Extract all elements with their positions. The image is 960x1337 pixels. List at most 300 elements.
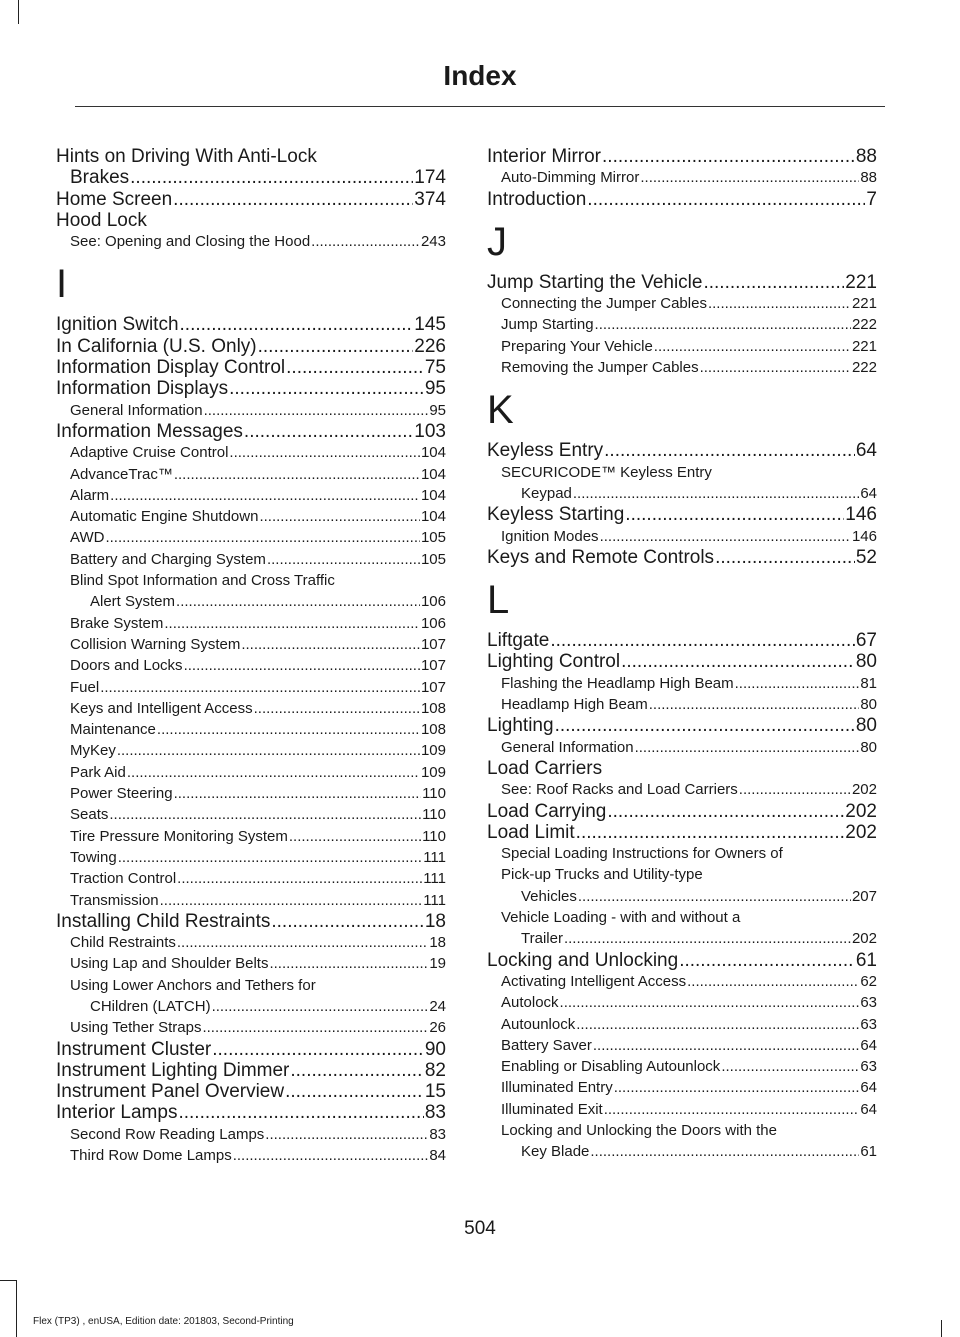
crop-mark-bottom-right (941, 1320, 942, 1337)
entry-title: CHildren (LATCH) (90, 997, 211, 1015)
index-subentry (487, 462, 877, 505)
page-ref: 107 (420, 635, 446, 653)
entry-leader-line (501, 694, 877, 715)
entry-title: Park Aid (70, 763, 126, 781)
page-ref: 81 (860, 674, 877, 692)
entry-leader-line (501, 357, 877, 378)
dot-leader (587, 189, 865, 210)
page-ref: 52 (855, 546, 877, 568)
entry-title: Information Displays (56, 378, 229, 400)
page-ref: 80 (855, 651, 877, 673)
page-ref: 80 (855, 715, 877, 737)
entry-leader-line (70, 231, 446, 252)
entry-leader-line (70, 485, 446, 506)
index-subentry (56, 400, 446, 421)
dot-leader (654, 336, 851, 357)
index-subentry (56, 975, 446, 1018)
entry-title: Installing Child Restraints (56, 910, 271, 932)
entry-title: In California (U.S. Only) (56, 335, 257, 357)
dot-leader (604, 1099, 860, 1120)
dot-leader (708, 293, 851, 314)
page-ref: 95 (429, 401, 446, 419)
index-entry (56, 911, 446, 932)
page-ref: 63 (860, 1015, 877, 1033)
dot-leader (607, 801, 844, 822)
index-subentry (487, 779, 877, 800)
page-ref: 64 (860, 484, 877, 502)
index-entry (487, 630, 877, 651)
page-ref: 104 (420, 508, 446, 526)
entry-leader-line (70, 868, 446, 889)
page-ref: 82 (424, 1059, 446, 1081)
dot-leader (130, 167, 413, 188)
entry-leader-line (70, 762, 446, 783)
dot-leader (259, 506, 420, 527)
entry-title: Third Row Dome Lamps (70, 1147, 232, 1165)
entry-text-line: Pick-up Trucks and Utility-type (501, 866, 703, 884)
dot-leader (679, 950, 855, 971)
dot-leader (271, 911, 423, 932)
entry-leader-line (70, 506, 446, 527)
page-ref: 90 (424, 1038, 446, 1060)
index-subentry (487, 1014, 877, 1035)
index-subentry (56, 231, 446, 252)
dot-leader (269, 953, 428, 974)
entry-leader-line (501, 1099, 877, 1120)
dot-leader (184, 655, 420, 676)
entry-title: Removing the Jumper Cables (501, 359, 699, 377)
index-entry (56, 378, 446, 399)
entry-text-line: Blind Spot Information and Cross Traffic (70, 572, 335, 590)
page-ref: 221 (845, 271, 877, 293)
entry-leader-line (501, 886, 877, 907)
page-ref: 111 (423, 848, 446, 866)
entry-title: Preparing Your Vehicle (501, 337, 653, 355)
entry-leader-line (487, 822, 877, 843)
entry-leader-line (501, 971, 877, 992)
entry-leader-line (70, 1017, 446, 1038)
index-subentry (487, 314, 877, 335)
page-ref: 105 (420, 550, 446, 568)
page-ref: 202 (851, 781, 877, 799)
entry-title: Alert System (90, 593, 176, 611)
index-entry (56, 1060, 446, 1081)
entry-title: Home Screen (56, 188, 173, 210)
section-letter: K (487, 388, 514, 433)
entry-title: Key Blade (521, 1143, 590, 1161)
entry-leader-line (56, 167, 446, 188)
index-subentry (56, 762, 446, 783)
page-ref: 146 (845, 504, 877, 526)
page-ref: 106 (420, 593, 446, 611)
page-ref: 75 (424, 357, 446, 379)
index-subentry (56, 698, 446, 719)
page-ref: 26 (429, 1019, 446, 1037)
index-column-right (487, 146, 877, 1163)
index-entry-heading: Load Carriers (487, 757, 603, 779)
page-ref: 108 (420, 721, 446, 739)
index-subentry (487, 694, 877, 715)
dot-leader (100, 677, 420, 698)
entry-leader-line (501, 737, 877, 758)
entry-title: Instrument Lighting Dimmer (56, 1059, 290, 1081)
page-ref: 221 (851, 295, 877, 313)
page-ref: 63 (860, 994, 877, 1012)
index-subentry (56, 485, 446, 506)
index-entry (487, 504, 877, 525)
dot-leader (625, 504, 844, 525)
index-subentry (56, 1124, 446, 1145)
entry-title: Keys and Remote Controls (487, 546, 715, 568)
entry-title: Second Row Reading Lamps (70, 1125, 265, 1143)
index-entry (56, 1039, 446, 1060)
index-subentry (487, 336, 877, 357)
page-ref: 88 (855, 146, 877, 167)
index-subentry (487, 843, 877, 907)
dot-leader (267, 549, 420, 570)
page-ref: 145 (414, 314, 446, 336)
page-ref: 226 (414, 335, 446, 357)
entry-leader-line (501, 336, 877, 357)
entry-title: General Information (70, 401, 203, 419)
index-subentry (56, 570, 446, 613)
entry-title: Battery and Charging System (70, 550, 266, 568)
index-subentry (487, 971, 877, 992)
index-subentry (56, 634, 446, 655)
index-subentry (56, 868, 446, 889)
entry-leader-line (70, 400, 446, 421)
dot-leader (590, 1141, 859, 1162)
entry-title: Keyless Starting (487, 504, 625, 526)
entry-title: Headlamp High Beam (501, 696, 648, 714)
entry-leader-line (56, 911, 446, 932)
dot-leader (649, 694, 860, 715)
entry-title: Information Messages (56, 420, 243, 442)
entry-leader-line (70, 932, 446, 953)
dot-leader (258, 336, 414, 357)
entry-title: Load Limit (487, 821, 575, 843)
entry-leader-line (487, 440, 877, 461)
dot-leader (173, 189, 413, 210)
entry-leader-line (487, 950, 877, 971)
entry-leader-line (501, 673, 877, 694)
entry-title: Towing (70, 848, 117, 866)
page-ref: 221 (851, 337, 877, 355)
index-entry (56, 1102, 446, 1123)
index-subentry (56, 549, 446, 570)
entry-leader-line (70, 996, 446, 1017)
entry-title: Instrument Cluster (56, 1038, 212, 1060)
entry-title: MyKey (70, 742, 116, 760)
page-ref: 106 (420, 614, 446, 632)
dot-leader (564, 928, 851, 949)
dot-leader (614, 1077, 860, 1098)
dot-leader (700, 357, 851, 378)
page-ref: 202 (845, 800, 877, 822)
entry-leader-line (70, 804, 446, 825)
dot-leader (180, 314, 414, 335)
dot-leader (244, 421, 413, 442)
dot-leader (160, 890, 423, 911)
index-subentry (487, 1056, 877, 1077)
entry-title: AdvanceTrac™ (70, 465, 173, 483)
entry-leader-line (56, 1039, 446, 1060)
entry-title: Automatic Engine Shutdown (70, 508, 259, 526)
index-subentry (56, 826, 446, 847)
page-ref: 64 (860, 1100, 877, 1118)
index-subentry (56, 655, 446, 676)
index-subentry (487, 673, 877, 694)
entry-title: Liftgate (487, 630, 550, 652)
dot-leader (600, 526, 851, 547)
dot-leader (174, 783, 422, 804)
entry-leader-line (56, 378, 446, 399)
dot-leader (621, 651, 855, 672)
index-subentry (487, 907, 877, 950)
dot-leader (204, 400, 429, 421)
entry-title: Ignition Modes (501, 527, 599, 545)
page-ref: 207 (851, 887, 877, 905)
entry-title: Power Steering (70, 785, 173, 803)
entry-leader-line (501, 526, 877, 547)
dot-leader (110, 485, 420, 506)
entry-title: Trailer (521, 930, 563, 948)
dot-leader (290, 1060, 423, 1081)
page-ref: 84 (429, 1147, 446, 1165)
page-ref: 62 (860, 972, 877, 990)
entry-title: Traction Control (70, 870, 177, 888)
page-ref: 18 (429, 934, 446, 952)
dot-leader (241, 634, 420, 655)
dot-leader (576, 1014, 859, 1035)
dot-leader (105, 527, 420, 548)
dot-leader (703, 272, 844, 293)
entry-leader-line (70, 953, 446, 974)
index-subentry (487, 1120, 877, 1163)
entry-leader-line (70, 527, 446, 548)
entry-text-line: Hints on Driving With Anti-Lock (56, 146, 317, 167)
page-number: 504 (464, 1218, 496, 1239)
dot-leader (635, 737, 860, 758)
index-entry (487, 801, 877, 822)
entry-leader-line (501, 1014, 877, 1035)
index-subentry (56, 506, 446, 527)
entry-text-line: Locking and Unlocking the Doors with the (501, 1121, 777, 1139)
entry-title: Jump Starting the Vehicle (487, 271, 703, 293)
entry-leader-line (501, 1056, 877, 1077)
entry-title: Ignition Switch (56, 314, 179, 336)
entry-leader-line (501, 293, 877, 314)
dot-leader (602, 146, 855, 167)
entry-leader-line (70, 613, 446, 634)
index-subentry (56, 804, 446, 825)
entry-title: Doors and Locks (70, 657, 183, 675)
page-ref: 110 (422, 806, 446, 824)
page-ref: 83 (424, 1102, 446, 1124)
entry-title: Vehicles (521, 887, 577, 905)
entry-leader-line (487, 504, 877, 525)
entry-leader-line (487, 146, 877, 167)
entry-title: Brake System (70, 614, 164, 632)
entry-title: Brakes (70, 167, 130, 189)
dot-leader (560, 992, 860, 1013)
index-subentry (56, 442, 446, 463)
dot-leader (229, 442, 420, 463)
entry-leader-line (56, 357, 446, 378)
entry-title: Tire Pressure Monitoring System (70, 827, 288, 845)
page-ref: 108 (420, 699, 446, 717)
page-ref: 174 (414, 167, 446, 189)
page-ref: 88 (860, 169, 877, 187)
dot-leader (721, 1056, 859, 1077)
entry-leader-line (56, 1081, 446, 1102)
index-subentry (56, 740, 446, 761)
entry-leader-line (487, 272, 877, 293)
entry-leader-line (487, 630, 877, 651)
entry-leader-line (487, 547, 877, 568)
page-ref: 61 (860, 1143, 877, 1161)
entry-leader-line (487, 715, 877, 736)
entry-leader-line (56, 336, 446, 357)
entry-title: Interior Mirror (487, 146, 602, 167)
page-ref: 243 (420, 233, 446, 251)
entry-leader-line (501, 1077, 877, 1098)
dot-leader (593, 1035, 859, 1056)
dot-leader (550, 630, 855, 651)
dot-leader (578, 886, 851, 907)
page-ref: 111 (423, 891, 446, 909)
dot-leader (177, 868, 422, 889)
entry-leader-line (70, 549, 446, 570)
index-entry (56, 189, 446, 210)
entry-leader-line (70, 826, 446, 847)
entry-title: Transmission (70, 891, 159, 909)
index-entry (56, 314, 446, 335)
page-ref: 107 (420, 657, 446, 675)
dot-leader (715, 547, 855, 568)
entry-leader-line (487, 189, 877, 210)
entry-title: Child Restraints (70, 934, 176, 952)
entry-title: Load Carrying (487, 800, 607, 822)
entry-leader-line (70, 783, 446, 804)
page-ref: 18 (424, 910, 446, 932)
entry-title: Connecting the Jumper Cables (501, 295, 707, 313)
dot-leader (265, 1124, 428, 1145)
entry-leader-line (70, 1145, 446, 1166)
page-ref: 95 (424, 378, 446, 400)
dot-leader (311, 231, 420, 252)
entry-text-line: Vehicle Loading - with and without a (501, 909, 741, 927)
index-column-left (56, 146, 446, 1166)
entry-title: General Information (501, 738, 634, 756)
entry-leader-line (70, 464, 446, 485)
entry-title: Activating Intelligent Access (501, 972, 687, 990)
page-ref: 110 (422, 785, 446, 803)
crop-mark-bottom-left (16, 1280, 17, 1337)
index-entry (487, 950, 877, 971)
page-ref: 80 (860, 696, 877, 714)
index-subentry (487, 1077, 877, 1098)
page-ref: 63 (860, 1058, 877, 1076)
dot-leader (157, 719, 420, 740)
entry-title: Using Lap and Shoulder Belts (70, 955, 269, 973)
page-ref: 103 (414, 420, 446, 442)
dot-leader (687, 971, 859, 992)
dot-leader (118, 847, 422, 868)
edition-footer: Flex (TP3) , enUSA, Edition date: 201803, Second-Printing (33, 1316, 294, 1327)
entry-title: Keypad (521, 484, 572, 502)
index-subentry (56, 953, 446, 974)
page-ref: 15 (424, 1081, 446, 1103)
index-subentry (487, 992, 877, 1013)
index-subentry (56, 932, 446, 953)
entry-title: Illuminated Exit (501, 1100, 603, 1118)
index-entry (56, 357, 446, 378)
dot-leader (604, 440, 855, 461)
entry-leader-line (501, 992, 877, 1013)
entry-leader-line (70, 1124, 446, 1145)
dot-leader (233, 1145, 429, 1166)
page-ref: 146 (851, 527, 877, 545)
dot-leader (176, 591, 420, 612)
section-letter: L (487, 578, 510, 623)
dot-leader (164, 613, 420, 634)
entry-title: Auto-Dimming Mirror (501, 169, 640, 187)
page-ref: 24 (429, 997, 446, 1015)
entry-title: Lighting (487, 715, 554, 737)
page-ref: 374 (414, 188, 446, 210)
dot-leader (109, 804, 421, 825)
entry-title: Battery Saver (501, 1036, 592, 1054)
entry-leader-line (56, 189, 446, 210)
entry-title: Locking and Unlocking (487, 949, 679, 971)
entry-leader-line (501, 1035, 877, 1056)
entry-title: Keys and Intelligent Access (70, 699, 253, 717)
entry-text-line: Using Lower Anchors and Tethers for (70, 976, 316, 994)
index-subentry (487, 526, 877, 547)
entry-leader-line (487, 801, 877, 822)
entry-text-line: SECURICODE™ Keyless Entry (501, 463, 712, 481)
entry-title: Enabling or Disabling Autounlock (501, 1058, 721, 1076)
dot-leader (739, 779, 851, 800)
crop-mark-top-left (18, 0, 19, 24)
entry-title: Maintenance (70, 721, 156, 739)
dot-leader (555, 715, 855, 736)
page-ref: 64 (860, 1079, 877, 1097)
page-ref: 61 (855, 949, 877, 971)
index-entry (487, 547, 877, 568)
entry-leader-line (70, 591, 446, 612)
page-ref: 107 (420, 678, 446, 696)
index-subentry (56, 613, 446, 634)
index-subentry (487, 1099, 877, 1120)
index-subentry (487, 293, 877, 314)
entry-title: Fuel (70, 678, 100, 696)
page-title: Index (443, 60, 517, 91)
dot-leader (174, 464, 420, 485)
entry-leader-line (70, 847, 446, 868)
entry-title: Using Tether Straps (70, 1019, 202, 1037)
section-letter: I (56, 262, 68, 307)
dot-leader (285, 1081, 424, 1102)
index-subentry (56, 719, 446, 740)
page-ref: 222 (851, 359, 877, 377)
index-entry (487, 189, 877, 210)
entry-title: See: Roof Racks and Load Carriers (501, 781, 738, 799)
entry-leader-line (70, 677, 446, 698)
index-entry (56, 146, 446, 189)
index-subentry (56, 890, 446, 911)
